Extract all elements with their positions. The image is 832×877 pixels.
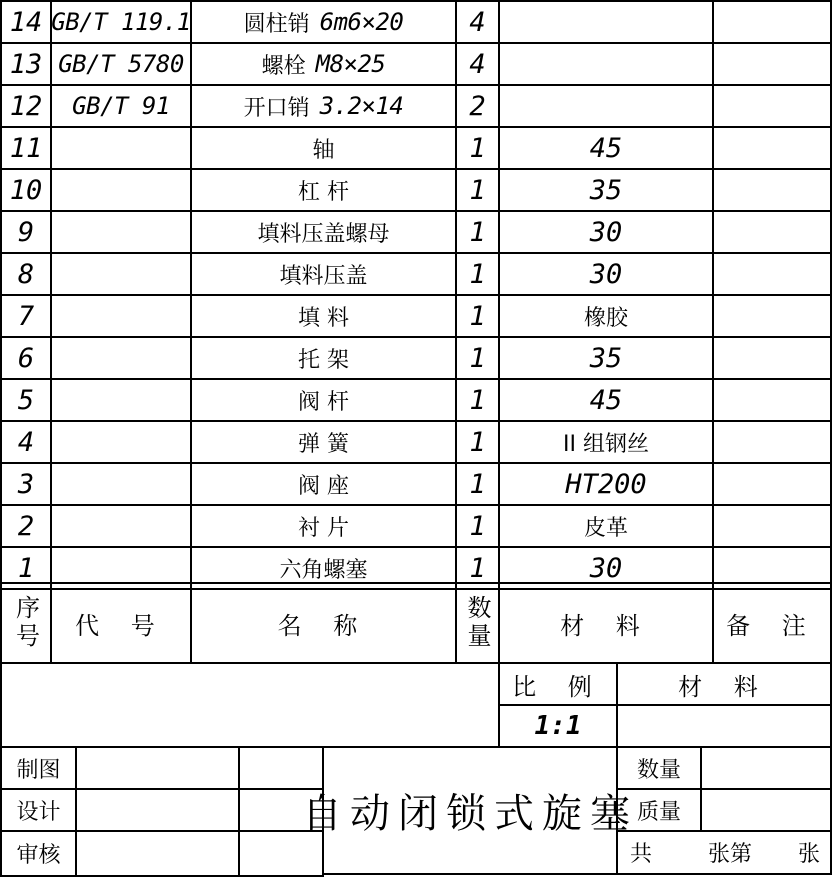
row-number: 5	[0, 378, 52, 422]
row-name-text: 衬 片	[298, 515, 349, 541]
signoff-name-drawn	[75, 746, 240, 790]
row-material: 45	[498, 378, 714, 422]
row-remark	[712, 252, 832, 296]
header-quantity: 数量	[455, 582, 500, 664]
signoff-label-checked: 审核	[0, 830, 77, 877]
header-material: 材 料	[498, 582, 714, 664]
row-code	[50, 126, 192, 170]
row-name-text: 阀 杆	[298, 389, 349, 415]
row-material	[498, 0, 714, 44]
row-name-text: 螺栓	[261, 53, 306, 79]
sheets-label: 张第	[708, 842, 753, 867]
row-quantity: 1	[455, 210, 500, 254]
row-name	[190, 504, 457, 548]
drawing-title: 自动闭锁式旋塞	[322, 746, 618, 875]
row-name-text: 圆柱销	[243, 11, 310, 37]
row-code	[50, 378, 192, 422]
row-code	[50, 168, 192, 212]
row-name-text: 弹 簧	[298, 431, 349, 457]
row-number: 12	[0, 84, 52, 128]
row-quantity: 4	[455, 0, 500, 44]
row-number: 3	[0, 462, 52, 506]
scale-value: 1:1	[498, 704, 618, 748]
row-quantity: 4	[455, 42, 500, 86]
quantity-value	[700, 746, 832, 790]
row-material: 35	[498, 168, 714, 212]
row-name-text: 填料压盖螺母	[257, 221, 390, 247]
row-spec-text: 6m6×20	[319, 8, 404, 36]
title-block-blank	[0, 662, 500, 748]
row-number: 10	[0, 168, 52, 212]
row-quantity: 1	[455, 168, 500, 212]
row-remark	[712, 126, 832, 170]
row-material: 35	[498, 336, 714, 380]
row-remark	[712, 504, 832, 548]
row-remark	[712, 84, 832, 128]
row-code	[50, 294, 192, 338]
row-code	[50, 210, 192, 254]
weight-label: 质量	[616, 788, 702, 832]
row-material: 30	[498, 210, 714, 254]
row-spec-text: M8×25	[315, 50, 386, 78]
row-code	[50, 252, 192, 296]
row-number: 11	[0, 126, 52, 170]
row-code: GB/T 119.1	[50, 0, 192, 44]
row-quantity: 1	[455, 294, 500, 338]
row-name-text: 阀 座	[298, 473, 349, 499]
material-value	[616, 704, 832, 748]
row-remark	[712, 378, 832, 422]
material-label: 材 料	[616, 662, 832, 706]
row-name-text: 托 架	[298, 347, 349, 373]
row-name	[190, 378, 457, 422]
row-name-text: 填料压盖	[279, 263, 368, 289]
row-spec-text: 3.2×14	[319, 92, 404, 120]
row-name-text: 杠 杆	[298, 179, 349, 205]
row-material	[498, 84, 714, 128]
row-number: 7	[0, 294, 52, 338]
row-number: 6	[0, 336, 52, 380]
header-code: 代 号	[50, 582, 192, 664]
row-material: HT200	[498, 462, 714, 506]
signoff-label-drawn: 制图	[0, 746, 77, 790]
row-code: GB/T 5780	[50, 42, 192, 86]
row-name-text: 开口销	[243, 95, 310, 121]
row-name-text: 六角螺塞	[279, 557, 368, 583]
header-remark: 备 注	[712, 582, 832, 664]
header-number: 序号	[0, 582, 52, 664]
row-material: 橡胶	[498, 294, 714, 338]
row-remark	[712, 168, 832, 212]
row-quantity: 1	[455, 420, 500, 464]
row-number: 4	[0, 420, 52, 464]
row-material: 皮革	[498, 504, 714, 548]
row-name-text: 轴	[312, 137, 335, 163]
sheets-total-label: 共	[630, 842, 653, 867]
row-remark	[712, 294, 832, 338]
row-name	[190, 294, 457, 338]
header-name: 名 称	[190, 582, 457, 664]
row-number: 13	[0, 42, 52, 86]
row-material: 30	[498, 252, 714, 296]
row-code	[50, 504, 192, 548]
row-material	[498, 42, 714, 86]
row-name	[190, 168, 457, 212]
row-code	[50, 420, 192, 464]
row-code: GB/T 91	[50, 84, 192, 128]
row-number: 8	[0, 252, 52, 296]
signoff-label-designed: 设计	[0, 788, 77, 832]
row-remark	[712, 420, 832, 464]
row-code	[50, 462, 192, 506]
row-quantity: 1	[455, 504, 500, 548]
row-remark	[712, 462, 832, 506]
row-quantity: 1	[455, 462, 500, 506]
row-remark	[712, 0, 832, 44]
row-quantity: 1	[455, 252, 500, 296]
row-name	[190, 462, 457, 506]
quantity-label: 数量	[616, 746, 702, 790]
weight-value	[700, 788, 832, 832]
row-material: 30	[498, 546, 714, 590]
row-number: 9	[0, 210, 52, 254]
row-name-text: 填 料	[298, 305, 349, 331]
row-name	[190, 42, 457, 86]
row-material: II 组钢丝	[498, 420, 714, 464]
row-material: 45	[498, 126, 714, 170]
row-remark	[712, 42, 832, 86]
row-name	[190, 252, 457, 296]
scale-label: 比 例	[498, 662, 618, 706]
row-quantity: 1	[455, 378, 500, 422]
row-remark	[712, 210, 832, 254]
signoff-name-checked	[75, 830, 240, 877]
row-number: 14	[0, 0, 52, 44]
row-name	[190, 0, 457, 44]
row-remark	[712, 336, 832, 380]
sheet-label: 张	[798, 842, 821, 867]
sheet-count	[616, 830, 832, 875]
row-number: 2	[0, 504, 52, 548]
row-name	[190, 336, 457, 380]
row-quantity: 1	[455, 126, 500, 170]
row-quantity: 2	[455, 84, 500, 128]
row-name	[190, 420, 457, 464]
row-code	[50, 336, 192, 380]
signoff-name-designed	[75, 788, 240, 832]
row-name	[190, 126, 457, 170]
row-name	[190, 84, 457, 128]
row-quantity: 1	[455, 336, 500, 380]
row-number: 1	[0, 546, 52, 590]
row-name	[190, 210, 457, 254]
row-quantity: 1	[455, 546, 500, 590]
